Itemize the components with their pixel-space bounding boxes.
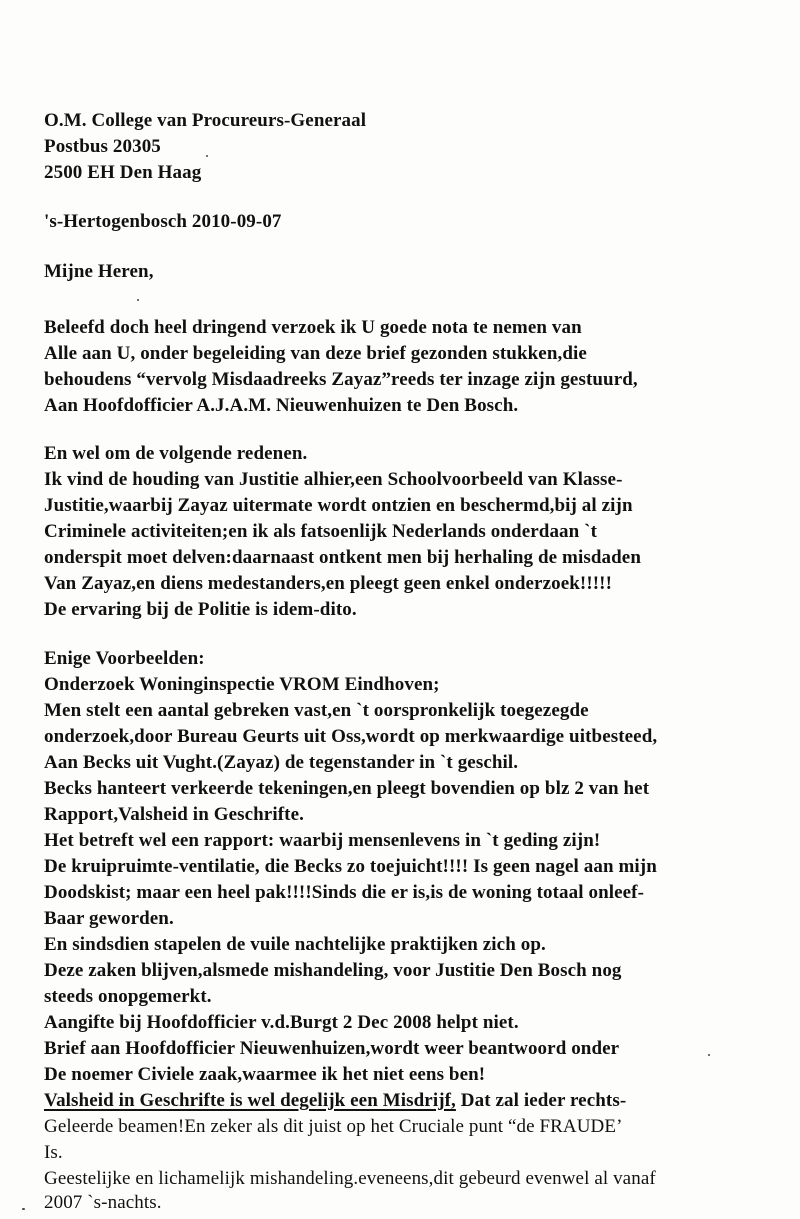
paragraph3-line: En sindsdien stapelen de vuile nachtelijke praktijken zich op. [44,934,546,955]
paragraph3-line: Brief aan Hoofdofficier Nieuwenhuizen,wordt weer beantwoord onder [44,1038,620,1059]
paragraph3-line: Enige Voorbeelden: [44,648,205,669]
closing-line: Geleerde beamen!En zeker als dit juist op het Cruciale punt “de FRAUDE’ [44,1116,623,1137]
statement-line [44,1090,626,1112]
paragraph2-line: De ervaring bij de Politie is idem-dito. [44,599,357,620]
closing-line: Is. [44,1142,63,1163]
address-line-3: 2500 EH Den Haag [44,162,202,183]
paragraph2-line: Justitie,waarbij Zayaz uitermate wordt ontzien en beschermd,bij al zijn [44,495,633,516]
paragraph3-line: Baar geworden. [44,908,174,929]
salutation: Mijne Heren, [44,261,154,282]
scan-speck [22,1208,25,1210]
paragraph3-line: Aangifte bij Hoofdofficier v.d.Burgt 2 Dec 2008 helpt niet. [44,1012,519,1033]
paragraph3-line: De kruipruimte-ventilatie, die Becks zo toejuicht!!!! Is geen nagel aan mijn [44,856,657,877]
address-line-1: O.M. College van Procureurs-Generaal [44,110,367,131]
paragraph1-line: Aan Hoofdofficier A.J.A.M. Nieuwenhuizen te Den Bosch. [44,395,519,416]
statement-rest: Dat zal ieder rechts- [455,1090,627,1111]
paragraph3-line: onderzoek,door Bureau Geurts uit Oss,wordt op merkwaardige uitbesteed, [44,726,658,747]
paragraph3-line: Deze zaken blijven,alsmede mishandeling, voor Justitie Den Bosch nog [44,960,622,981]
paragraph3-line: De noemer Civiele zaak,waarmee ik het niet eens ben! [44,1064,486,1085]
paragraph3-line: steeds onopgemerkt. [44,986,212,1007]
paragraph3-line: Aan Becks uit Vught.(Zayaz) de tegenstander in `t geschil. [44,752,519,773]
scan-speck [206,155,208,157]
paragraph1-line: Beleefd doch heel dringend verzoek ik U goede nota te nemen van [44,317,582,338]
paragraph2-line: Ik vind de houding van Justitie alhier,een Schoolvoorbeeld van Klasse- [44,469,623,490]
paragraph3-line: Onderzoek Woninginspectie VROM Eindhoven; [44,674,440,695]
address-line-2: Postbus 20305 [44,136,161,157]
closing-line: Geestelijke en lichamelijk mishandeling.eveneens,dit gebeurd evenwel al vanaf [44,1168,656,1189]
paragraph3-line: Doodskist; maar een heel pak!!!!Sinds die er is,is de woning totaal onleef- [44,882,645,903]
paragraph3-line: Het betreft wel een rapport: waarbij mensenlevens in `t geding zijn! [44,830,601,851]
paragraph2-line: Van Zayaz,en diens medestanders,en pleegt geen enkel onderzoek!!!!! [44,573,613,594]
paragraph3-line: Becks hanteert verkeerde tekeningen,en pleegt bovendien op blz 2 van het [44,778,650,799]
underlined-statement: Valsheid in Geschrifte is wel degelijk een Misdrijf, [44,1090,456,1111]
closing-line: 2007 `s-nachts. [44,1192,162,1213]
paragraph2-line: En wel om de volgende redenen. [44,443,308,464]
place-date: 's-Hertogenbosch 2010-09-07 [44,211,282,232]
paragraph1-line: Alle aan U, onder begeleiding van deze brief gezonden stukken,die [44,343,587,364]
paragraph3-line: Men stelt een aantal gebreken vast,en `t oorspronkelijk toegezegde [44,700,589,721]
paragraph1-line: behoudens “vervolg Misdaadreeks Zayaz”reeds ter inzage zijn gestuurd, [44,369,638,390]
paragraph2-line: Criminele activiteiten;en ik als fatsoenlijk Nederlands onderdaan `t [44,521,598,542]
paragraph2-line: onderspit moet delven:daarnaast ontkent men bij herhaling de misdaden [44,547,641,568]
paragraph3-line: Rapport,Valsheid in Geschrifte. [44,804,304,825]
scan-speck [708,1054,710,1056]
scan-speck [137,299,139,301]
